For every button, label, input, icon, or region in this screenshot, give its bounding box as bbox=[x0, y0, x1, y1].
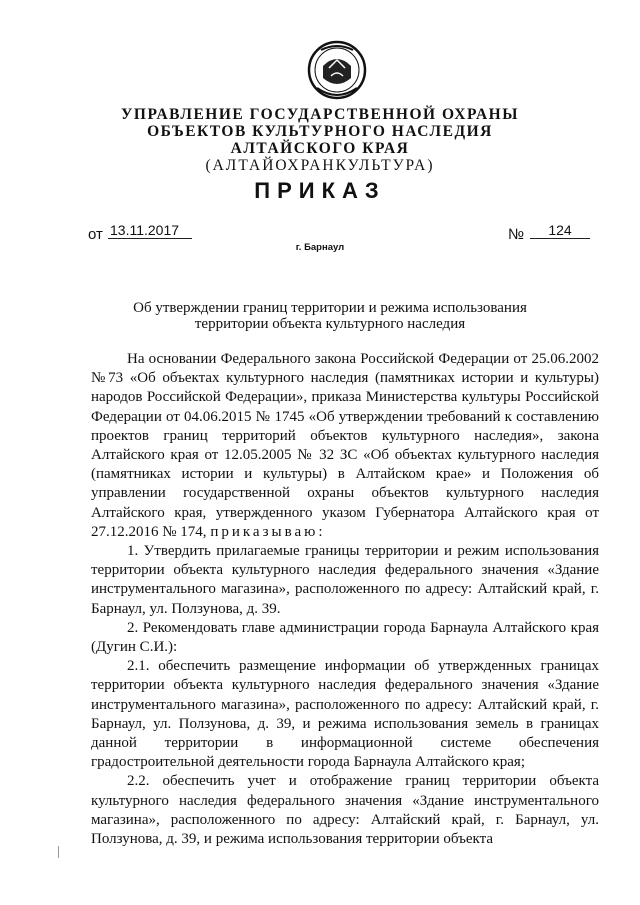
agency-name bbox=[0, 106, 640, 174]
item-2-2-paragraph: 2.2. обеспечить учет и отображение границ территории объекта культурного наследия федерального значения «Здание инструментального магазина», расположенного по адресу: Алтайский край, г. Барнаул, ул. Ползунова, д. 39, и режима использования территории объекта bbox=[91, 773, 599, 848]
margin-mark bbox=[58, 846, 59, 858]
item-2-paragraph: 2. Рекомендовать главе администрации города Барнаула Алтайского края (Дугин С.И.): bbox=[91, 619, 599, 656]
agency-line: УПРАВЛЕНИЕ ГОСУДАРСТВЕННОЙ ОХРАНЫ bbox=[121, 106, 519, 123]
date-number-row bbox=[0, 222, 640, 262]
order-word: приказываю: bbox=[210, 523, 326, 540]
order-subject bbox=[60, 300, 600, 332]
document-type-title: ПРИКАЗ bbox=[254, 178, 386, 203]
subject-line: Об утверждении границ территории и режима использования bbox=[133, 300, 527, 316]
preamble-paragraph bbox=[91, 350, 599, 542]
preamble-text: На основании Федерального закона Российской Федерации от 25.06.2002 №73 «Об объектах культурного наследия (памятниках истории и культуры) народов Российской Федерации», приказа Министерства культуры Российской Федерации от 04.06.2015 № 1745 «Об утверждении требований к составлению проектов границ территорий объектов культурного наследия», закона Алтайского края от 12.05.2005 № 32 ЗС «Об объектах культурного наследия (памятниках истории и культуры) в Алтайском крае» и Положения об управлении государственной охраны объектов культурного наследия Алтайского края, утвержденного указом Губернатора Алтайского края от 27.12.2016 № 174, bbox=[91, 351, 599, 540]
date-prefix: от bbox=[88, 226, 103, 243]
agency-line: ОБЪЕКТОВ КУЛЬТУРНОГО НАСЛЕДИЯ bbox=[147, 123, 493, 140]
document-date: 13.11.2017 bbox=[108, 222, 192, 239]
agency-abbreviation: (АЛТАЙОХРАНКУЛЬТУРА) bbox=[205, 157, 435, 174]
subject-line: территории объекта культурного наследия bbox=[194, 316, 466, 332]
city-label: г. Барнаул bbox=[295, 242, 345, 253]
item-2-1-paragraph: 2.1. обеспечить размещение информации об утвержденных границах территории объекта культурного наследия федерального значения «Здание инструментального магазина», расположенного по адресу: Алтайский край, г. Барнаул, ул. Ползунова, д. 39, и режима использования земель в границах данной территории в информационной системе обеспечения градостроительной деятельности города Барнаула Алтайского края; bbox=[91, 658, 599, 771]
order-body bbox=[91, 350, 599, 849]
document-number: 124 bbox=[530, 222, 590, 239]
agency-line: АЛТАЙСКОГО КРАЯ bbox=[230, 140, 410, 157]
item-1-paragraph: 1. Утвердить прилагаемые границы территории и режим использования территории объекта культурного наследия федерального значения «Здание инструментального магазина», расположенного по адресу: Алтайский край, г. Барнаул, ул. Ползунова, д. 39. bbox=[91, 543, 599, 617]
altai-krai-emblem-icon bbox=[303, 38, 371, 106]
number-prefix: № bbox=[508, 226, 525, 243]
